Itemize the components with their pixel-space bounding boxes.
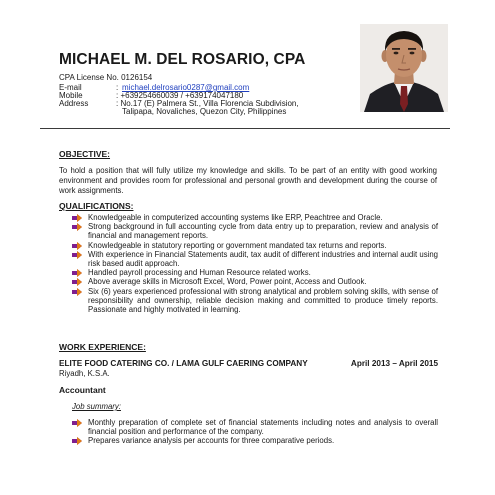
profile-photo-illustration: [360, 24, 448, 112]
arrow-bullet-icon: [72, 223, 82, 231]
candidate-name: MICHAEL M. DEL ROSARIO, CPA: [59, 51, 306, 68]
list-item: [72, 241, 438, 250]
arrow-bullet-icon: [72, 269, 82, 277]
list-item: [72, 222, 438, 240]
list-item: [72, 268, 438, 277]
qualification-text: Knowledgeable in statutory reporting or government mandated tax returns and reports.: [88, 240, 387, 250]
job-duties-list: [72, 418, 438, 446]
profile-photo: [360, 24, 448, 112]
email-link[interactable]: michael.delrosario0287@gmail.com: [122, 83, 250, 92]
list-item: [72, 277, 438, 286]
arrow-bullet-icon: [72, 278, 82, 286]
mobile-label: Mobile: [59, 91, 83, 100]
list-item: [72, 250, 438, 268]
address-line-1: : No.17 (E) Palmera St., Villa Florencia Subdivision,: [116, 99, 299, 108]
arrow-bullet-icon: [72, 251, 82, 259]
arrow-bullet-icon: [72, 419, 82, 427]
mobile-number: : +639254660039 / +639174047180: [116, 91, 244, 100]
job-location: Riyadh, K.S.A.: [59, 369, 110, 378]
qualification-text: Six (6) years experienced professional with strong analytical and problem solving skills, with sense of responsibility and ownership, reliable decision making and committed to produce timely reports. Passionate and highly motivated in learning.: [88, 286, 438, 315]
job-title: Accountant: [59, 385, 106, 395]
email-colon: :: [116, 83, 119, 92]
arrow-bullet-icon: [72, 214, 82, 222]
arrow-bullet-icon: [72, 242, 82, 250]
arrow-bullet-icon: [72, 288, 82, 296]
employment-dates: April 2013 – April 2015: [350, 359, 438, 368]
objective-heading: OBJECTIVE:: [59, 149, 111, 159]
list-item: [72, 418, 438, 436]
duty-text: Monthly preparation of complete set of financial statements including notes and analysis to overall financial position and performance of the company.: [88, 418, 438, 437]
company-row: [59, 359, 438, 368]
qualification-text: Above average skills in Microsoft Excel, Word, Power point, Access and Outlook.: [88, 277, 367, 287]
qualification-text: With experience in Financial Statements audit, tax audit of different industries and internal audit using risk based audit approach.: [88, 249, 438, 269]
job-summary-label: Job summary:: [72, 402, 121, 411]
arrow-bullet-icon: [72, 437, 82, 445]
qualification-text: Strong background in full accounting cycle from data entry up to preparation, review and analysis of financial and management reports.: [88, 222, 438, 241]
license-number: CPA License No. 0126154: [59, 73, 153, 82]
work-experience-heading: WORK EXPERIENCE:: [59, 342, 146, 352]
email-label: E-mail: [59, 83, 82, 92]
company-name: ELITE FOOD CATERING CO. / LAMA GULF CAERING COMPANY: [59, 359, 308, 368]
list-item: [72, 436, 438, 445]
qualifications-heading: QUALIFICATIONS:: [59, 201, 134, 211]
address-label: Address: [59, 99, 89, 108]
objective-text: To hold a position that will fully utilize my knowledge and skills. To be part of an entity with good working environment and provides room for professional and personal growth and development during the course of work assignments.: [59, 166, 437, 195]
address-line-2: Talipapa, Novaliches, Quezon City, Philippines: [122, 107, 287, 116]
qualification-text: Handled payroll processing and Human Resource related works.: [88, 268, 311, 278]
list-item: [72, 213, 438, 222]
header-divider: [40, 128, 450, 129]
qualification-text: Knowledgeable in computerized accounting systems like ERP, Peachtree and Oracle.: [88, 213, 383, 222]
qualifications-list: [72, 213, 438, 314]
list-item: [72, 287, 438, 315]
duty-text: Prepares variance analysis per accounts for three comparative periods.: [88, 436, 335, 446]
